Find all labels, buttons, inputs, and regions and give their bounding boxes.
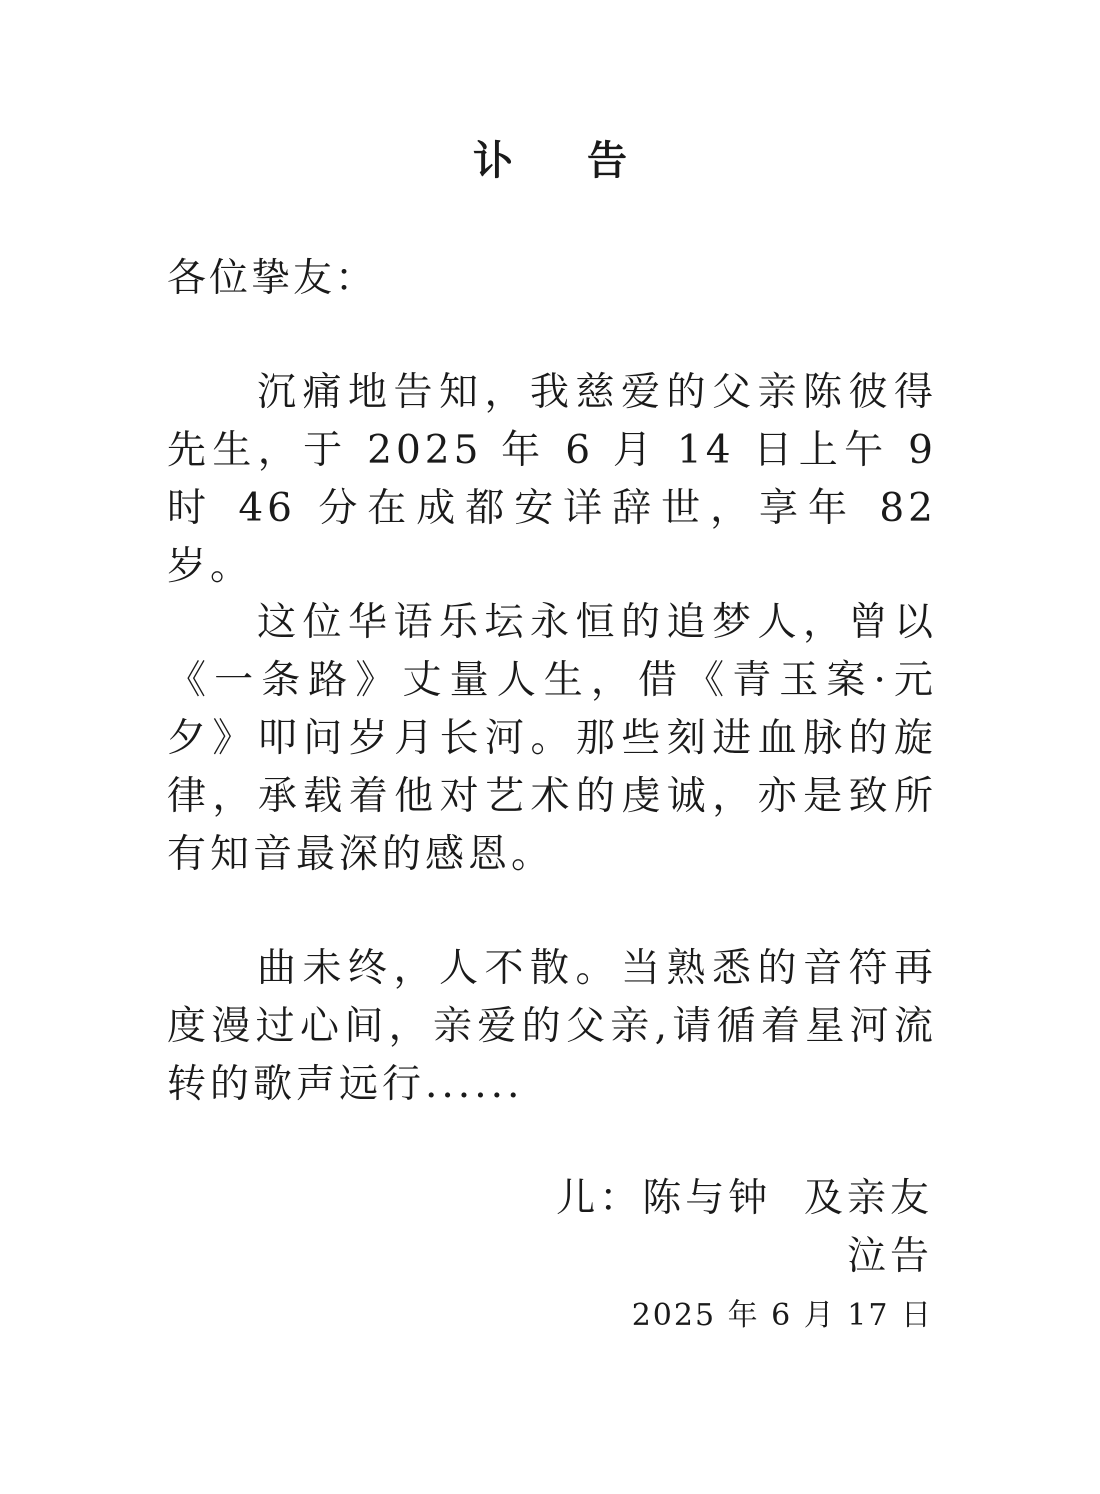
paragraph-farewell: 曲未终，人不散。当熟悉的音符再度漫过心间，亲爱的父亲,请循着星河流转的歌声远行...... <box>167 946 937 1107</box>
salutation: 各位挚友： <box>167 256 378 301</box>
document-date: 2025 年 6 月 17 日 <box>631 1298 933 1333</box>
signature-closing: 泣告 <box>846 1234 933 1279</box>
signature-block <box>556 1170 933 1286</box>
signature-signer: 儿：陈与钟 及亲友 <box>556 1176 933 1221</box>
paragraph-tribute: 这位华语乐坛永恒的追梦人，曾以《一条路》丈量人生，借《青玉案·元夕》叩问岁月长河。那些刻进血脉的旋律，承载着他对艺术的虔诚，亦是致所有知音最深的感恩。 <box>167 600 937 877</box>
page-title: 讣 告 <box>473 137 657 184</box>
paragraph-announcement: 沉痛地告知，我慈爱的父亲陈彼得先生，于 2025 年 6 月 14 日上午 9 时 46 分在成都安详辞世，享年 82 岁。 <box>167 370 937 589</box>
